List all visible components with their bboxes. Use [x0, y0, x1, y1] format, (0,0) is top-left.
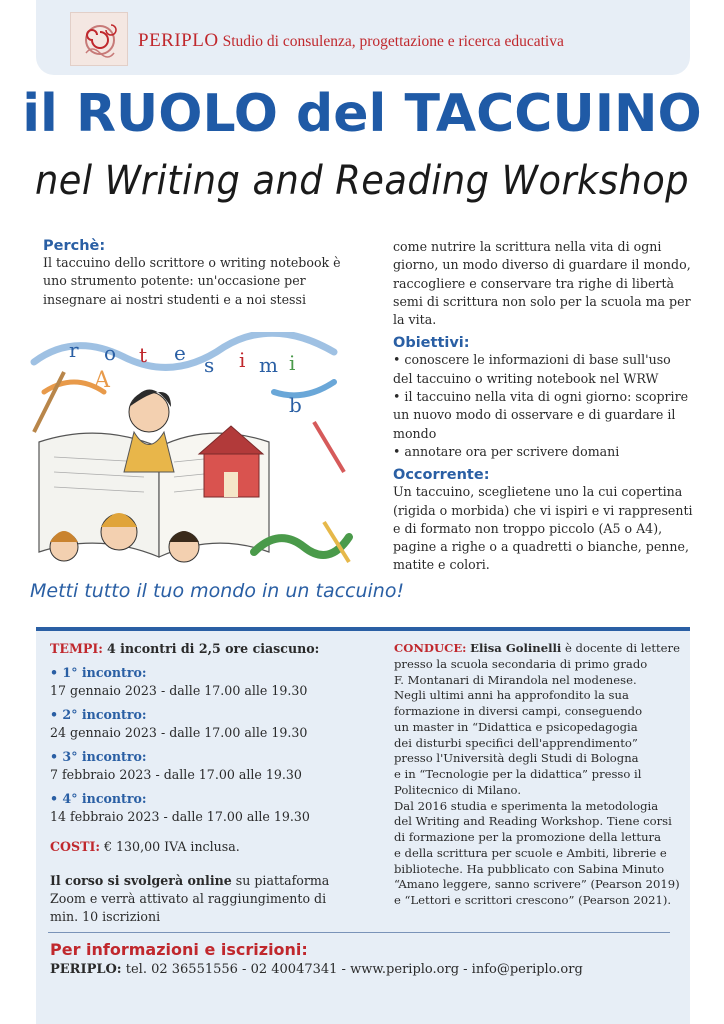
conduce-line: del Writing and Reading Workshop. Tiene corsi: [394, 814, 672, 829]
right-column: [393, 238, 693, 575]
incontro-label: • 4° incontro:: [50, 791, 147, 806]
costi-value: € 130,00 IVA inclusa.: [104, 839, 240, 854]
illus-letter: o: [104, 341, 117, 365]
costi-label: COSTI:: [50, 839, 100, 854]
conduce-line: presso la scuola secondaria di primo grado: [394, 656, 648, 671]
contact-details[interactable]: tel. 02 36551556 - 02 40047341 - www.periplo.org - info@periplo.org: [121, 962, 583, 977]
brand-subtitle: Studio di consulenza, progettazione e ricerca educativa: [222, 33, 564, 50]
online-text: Zoom e verrà attivato al raggiungimento di: [50, 891, 327, 906]
conduce-line: F. Montanari di Mirandola nel modenese.: [394, 672, 637, 687]
periplo-logo: [70, 12, 128, 66]
header-bar: [36, 0, 690, 75]
conduce-line: è docente di lettere: [561, 641, 680, 655]
brand-name: PERIPLO: [138, 30, 219, 51]
incontro-label: • 2° incontro:: [50, 707, 147, 722]
conduce-line: Negli ultimi anni ha approfondito la sua: [394, 688, 629, 703]
illus-letter: A: [94, 368, 110, 393]
illus-letter: r: [69, 338, 79, 362]
incontro-date: 17 gennaio 2023 - dalle 17.00 alle 19.30: [50, 683, 308, 698]
conduce-line: “Amano leggere, sanno scrivere” (Pearson 2019): [394, 877, 680, 892]
conduce-line: e della scrittura per scuole e Ambiti, librerie e: [394, 845, 667, 860]
online-text: su piattaforma: [231, 873, 330, 888]
occorrente-heading: Occorrente:: [393, 467, 490, 484]
incontro-label: • 1° incontro:: [50, 665, 147, 680]
perche-heading: Perchè:: [43, 238, 106, 254]
perche-text: Il taccuino dello scrittore o writing notebook è uno strumento potente: un'occasione per insegnare ai nostri studenti e a noi stessi: [43, 255, 341, 307]
conduce-line: biblioteche. Ha pubblicato con Sabina Minuto: [394, 861, 665, 876]
illus-letter: i: [289, 351, 296, 375]
conduce-line: Politecnico di Milano.: [394, 782, 522, 797]
incontro-date: 24 gennaio 2023 - dalle 17.00 alle 19.30: [50, 725, 308, 740]
occorrente-text: Un taccuino, sceglietene uno la cui copertina (rigida o morbida) che vi ispiri e vi rappresenti e di formato non troppo piccolo (A5 o A4), pagine a righe o a quadretti o bianche, penne, matite e colori.: [393, 484, 693, 573]
illus-letter: e: [174, 341, 186, 365]
conduce-line: Dal 2016 studia e sperimenta la metodologia: [394, 798, 659, 813]
perche-section: [43, 238, 353, 309]
illus-letter: s: [204, 353, 215, 377]
illus-letter: t: [139, 343, 148, 367]
online-bold: Il corso si svolgerà online: [50, 873, 232, 888]
perche-continuation: come nutrire la scrittura nella vita di ogni giorno, un modo diverso di guardare il mondo, raccogliere e conservare tra righe di libertà semi di scrittura non solo per la scuola ma per la vita.: [393, 239, 691, 328]
obiettivi-item: • il taccuino nella vita di ogni giorno: scoprire un nuovo modo di osservare e di guardare il mondo: [393, 389, 689, 441]
conduce-line: formazione in diversi campi, conseguendo: [394, 704, 643, 718]
notebook-illustration: [24, 332, 354, 582]
tempi-label: TEMPI:: [50, 641, 103, 656]
incontro-date: 7 febbraio 2023 - dalle 17.00 alle 19.30: [50, 767, 302, 782]
obiettivi-item: • conoscere le informazioni di base sull'uso del taccuino o writing notebook nel WRW: [393, 352, 671, 386]
conduce-line: e in “Tecnologie per la didattica” presso il: [394, 767, 642, 781]
info-title: Per informazioni e iscrizioni:: [50, 940, 308, 959]
contact-line: [50, 962, 583, 977]
conduce-line: dei disturbi specifici dell'apprendimento”: [394, 735, 638, 750]
obiettivi-heading: Obiettivi:: [393, 335, 470, 352]
conduce-line: presso l'Università degli Studi di Bologna: [394, 751, 639, 766]
page-title: il RUOLO del TACCUINO: [22, 84, 702, 144]
obiettivi-item: • annotare ora per scrivere domani: [393, 443, 620, 459]
conduce-label: CONDUCE:: [394, 641, 467, 655]
illus-letter: b: [289, 393, 302, 417]
divider: [48, 932, 670, 933]
conduce-name: Elisa Golinelli: [470, 641, 562, 655]
conduce-line: un master in “Didattica e psicopedagogia: [394, 719, 638, 734]
page-subtitle: nel Writing and Reading Workshop: [34, 158, 690, 204]
incontro-date: 14 febbraio 2023 - dalle 17.00 alle 19.30: [50, 809, 310, 824]
tempi-section: [50, 640, 370, 926]
contact-label: PERIPLO:: [50, 962, 122, 977]
illus-letter: m: [259, 353, 278, 377]
conduce-line: e “Lettori e scrittori crescono” (Pearson 2021).: [394, 893, 672, 907]
illus-letter: i: [239, 348, 246, 372]
header-text: [138, 30, 564, 52]
conduce-section: [394, 641, 694, 909]
online-text: min. 10 iscrizioni: [50, 909, 161, 924]
incontro-label: • 3° incontro:: [50, 749, 147, 764]
illustration-caption: Metti tutto il tuo mondo in un taccuino!: [30, 580, 405, 602]
conduce-line: di formazione per la promozione della lettura: [394, 830, 661, 844]
tempi-value: 4 incontri di 2,5 ore ciascuno:: [106, 641, 320, 656]
